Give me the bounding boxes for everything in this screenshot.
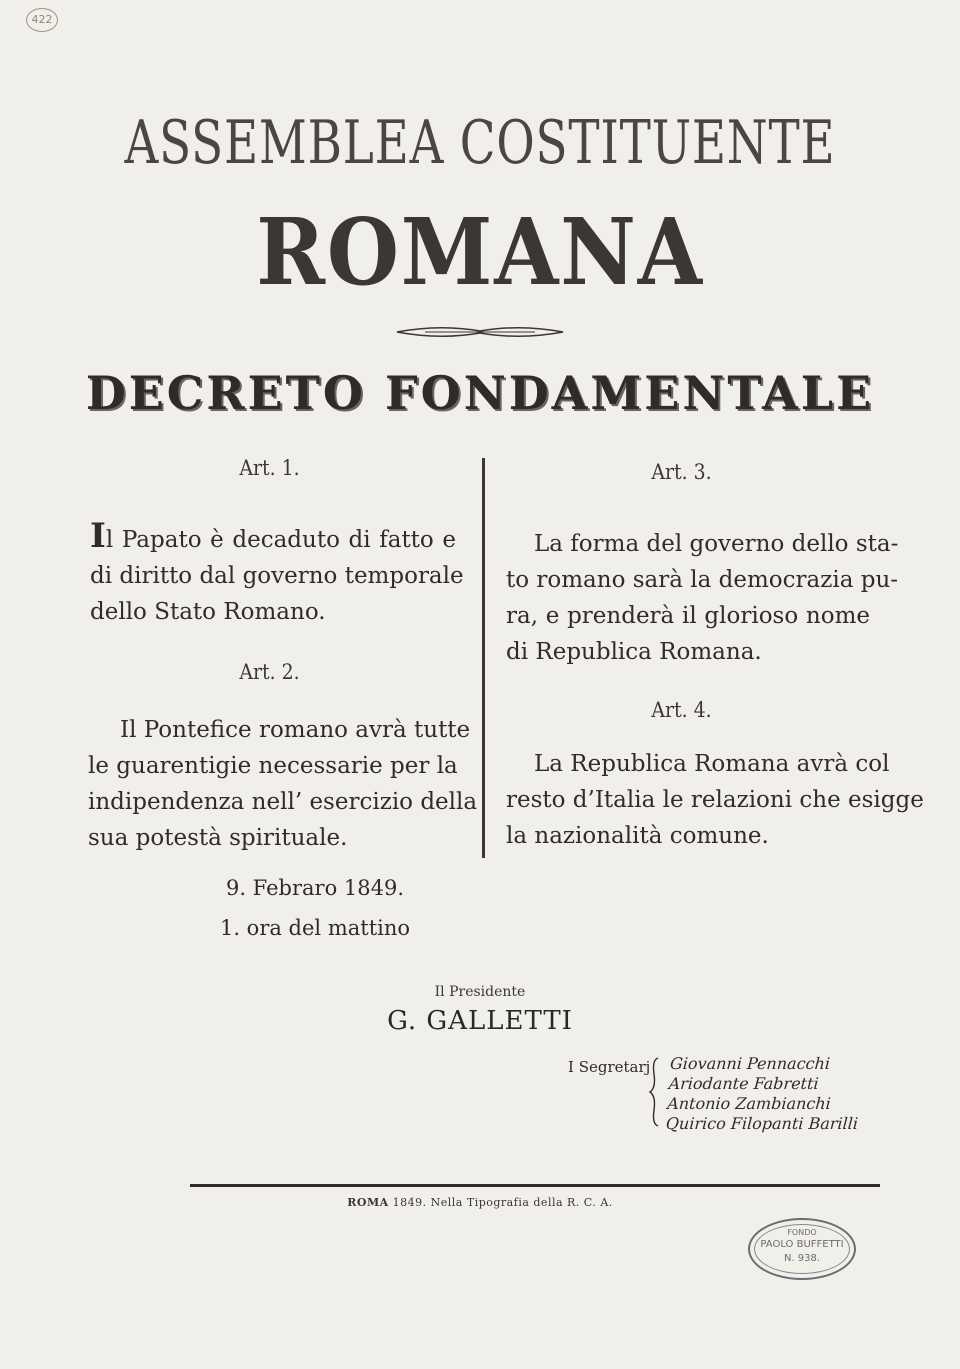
imprint-line <box>0 1196 960 1209</box>
secretaries-list <box>665 1054 863 1134</box>
secretary-name: Antonio Zambianchi <box>666 1094 832 1113</box>
art2-line-4: sua potestà spirituale. <box>88 825 348 851</box>
art4-heading: Art. 4. <box>651 698 712 722</box>
imprint-text: 1849. Nella Tipografia della R. C. A. <box>388 1196 613 1209</box>
art4-line-1: La Republica Romana avrà col <box>534 751 890 777</box>
president-label: Il Presidente <box>434 984 526 1000</box>
secretary-name: Ariodante Fabretti <box>668 1074 820 1093</box>
art2-line-1: Il Pontefice romano avrà tutte <box>120 717 471 743</box>
time-line: 1. ora del mattino <box>219 916 411 940</box>
header-romana-line: ROMANA <box>256 198 704 306</box>
stamp-line-2: PAOLO BUFFETTI <box>760 1239 844 1250</box>
secretaries-label: I Segretarj <box>568 1058 651 1076</box>
president-name: G. GALLETTI <box>387 1006 573 1036</box>
art2-line-2: le guarentigie necessarie per la <box>88 753 458 779</box>
art1-line-2: di diritto dal governo temporale <box>90 563 464 589</box>
art3-line-4: di Republica Romana. <box>506 639 762 665</box>
header-assembly-line: ASSEMBLEA COSTITUENTE <box>124 108 836 178</box>
art3-line-1: La forma del governo dello sta- <box>534 531 899 557</box>
art4-text <box>506 746 924 854</box>
art1-line-1: Il Papato è decaduto di fatto e <box>90 516 456 556</box>
art3-line-2: to romano sarà la democrazia pu- <box>506 567 899 593</box>
footer-rule <box>190 1184 880 1187</box>
stamp-line-1: FONDO <box>787 1228 817 1237</box>
ornament-divider-icon <box>395 322 565 342</box>
secretary-name: Giovanni Pennacchi <box>669 1054 831 1073</box>
stamp-line-3: N. 938. <box>783 1253 821 1264</box>
art1-dropcap: I <box>90 516 106 556</box>
art2-text <box>88 712 478 856</box>
art3-text <box>506 526 899 670</box>
art3-heading: Art. 3. <box>651 460 712 484</box>
art2-line-3: indipendenza nell’ esercizio della <box>88 789 478 815</box>
imprint-city: ROMA <box>347 1196 389 1209</box>
art1-text <box>90 516 464 630</box>
decree-title: DECRETO FONDAMENTALE <box>85 366 875 420</box>
date-line: 9. Febraro 1849. <box>225 876 405 900</box>
art1-line-3: dello Stato Romano. <box>90 599 326 625</box>
art3-line-3: ra, e prenderà il glorioso nome <box>506 603 870 629</box>
art1-heading: Art. 1. <box>239 456 300 480</box>
brace-icon <box>648 1056 662 1128</box>
art4-line-2: resto d’Italia le relazioni che esigge <box>506 787 924 813</box>
art2-heading: Art. 2. <box>239 660 300 684</box>
archive-pencil-mark: 422 <box>26 8 58 32</box>
secretary-name: Quirico Filopanti Barilli <box>665 1114 859 1133</box>
column-divider <box>482 458 485 858</box>
collection-stamp <box>748 1218 856 1280</box>
art4-line-3: la nazionalità comune. <box>506 823 769 849</box>
